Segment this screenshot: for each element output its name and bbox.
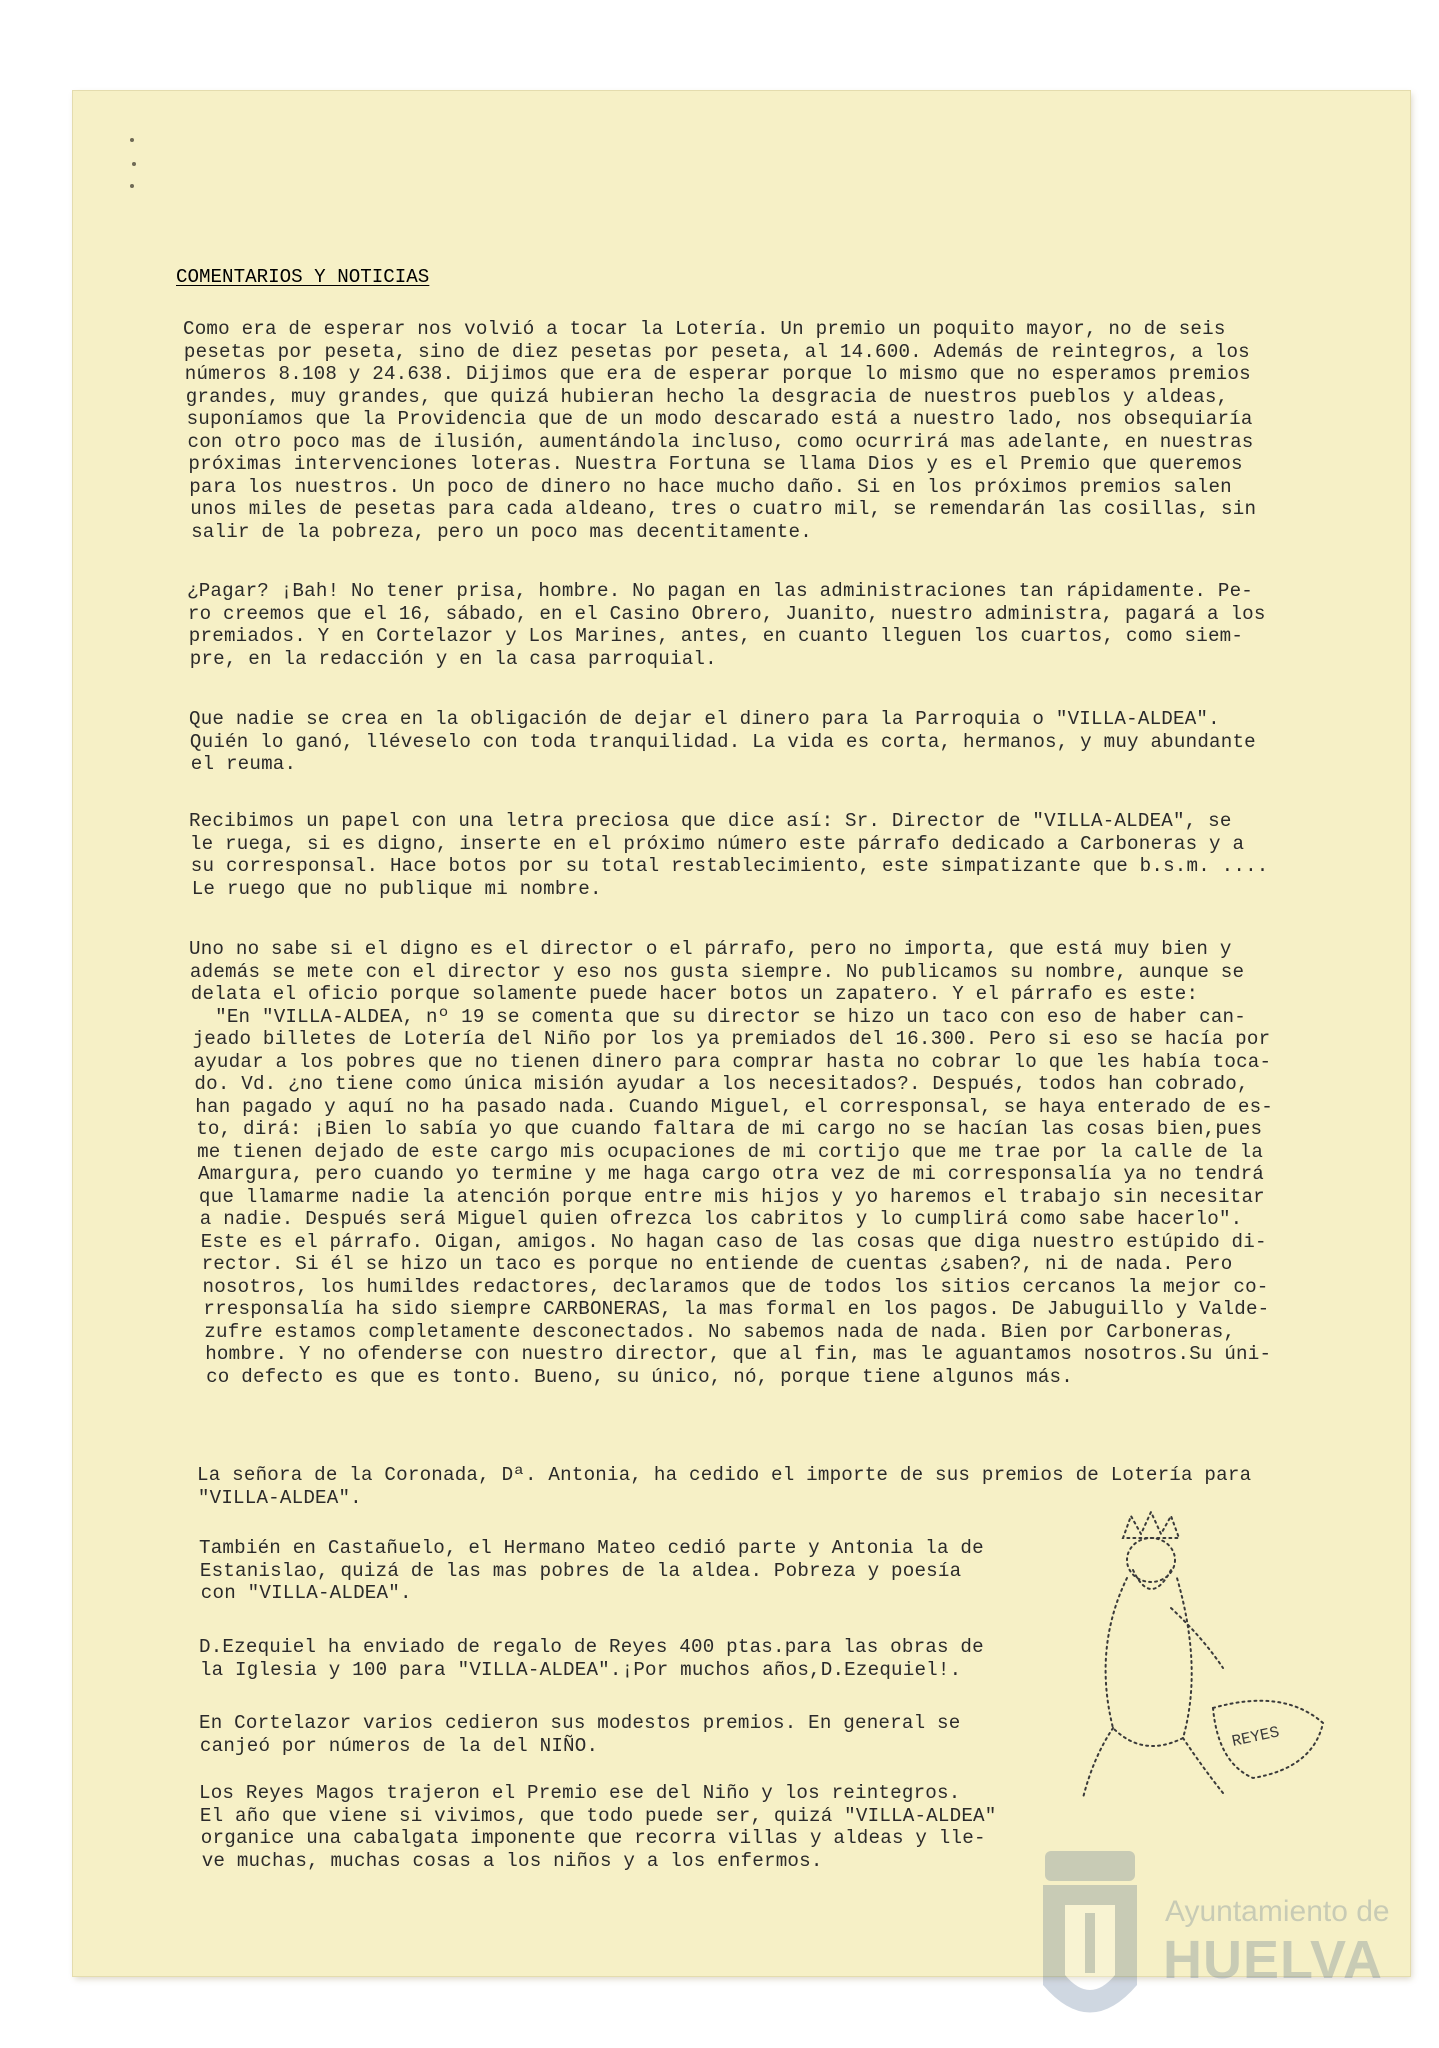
text-line: pesetas por peseta, sino de diez pesetas por peseta, al 14.600. Además de reintegros, a los: [183, 340, 1250, 363]
text-line: Recibimos un papel con una letra preciosa que dice así: Sr. Director de "VILLA-ALDEA", se: [189, 810, 1232, 832]
text-line: D.Ezequiel ha enviado de regalo de Reyes 400 ptas.para las obras de: [199, 1636, 984, 1658]
text-line: La señora de la Coronada, Dª. Antonia, ha cedido el importe de sus premios de Lotería para: [197, 1464, 1252, 1486]
text-line: para los nuestros. Un poco de dinero no hace mucho daño. Si en los próximos premios salen: [189, 475, 1232, 498]
text-line: Los Reyes Magos trajeron el Premio ese del Niño y los reintegros.: [199, 1782, 961, 1804]
coat-of-arms-icon: [1035, 1845, 1145, 2045]
text-line: organice una cabalgata imponente que recorra villas y aldeas y lle-: [200, 1827, 986, 1849]
document-title: COMENTARIOS Y NOTICIAS: [176, 266, 430, 288]
text-line: Estanislao, quizá de las mas pobres de la aldea. Pobreza y poesía: [199, 1559, 962, 1582]
text-line: "VILLA-ALDEA".: [197, 1486, 362, 1509]
text-line: salir de la pobreza, pero un poco mas decentitamente.: [191, 520, 812, 543]
text-line: su corresponsal. Hace botos por su total restablecimiento, este simpatizante que b.s.m. ....: [190, 855, 1269, 877]
huelva-watermark: [1030, 1845, 1390, 2045]
text-line: rresponsalía ha sido siempre CARBONERAS, la mas formal en los pagos. De Jabuguillo y Valde-: [203, 1298, 1270, 1320]
text-line: También en Castañuelo, el Hermano Mateo cedió parte y Antonia la de: [199, 1537, 984, 1559]
text-line: ro creemos que el 16, sábado, en el Casino Obrero, Juanito, nuestro administra, pagará a los: [187, 602, 1266, 625]
text-line: delata el oficio porque solamente puede hacer botos un zapatero. Y el párrafo es este:: [190, 983, 1199, 1005]
text-line: nosotros, los humildes redactores, declaramos que de todos los sitios cercanos la mejor co-: [202, 1275, 1269, 1298]
text-line: Amargura, pero cuando yo termine y me haga cargo otra vez de mi corresponsalía ya no tendrá: [198, 1163, 1265, 1185]
text-line: Uno no sabe si el digno es el director o el párrafo, pero no importa, que está muy bien y: [189, 938, 1232, 960]
text-line: me tienen dejado de este cargo mis ocupaciones de mi cortijo que me trae por la calle de la: [197, 1140, 1264, 1163]
text-line: Quién lo ganó, lléveselo con toda tranquilidad. La vida es corta, hermanos, y muy abundante: [189, 730, 1256, 753]
text-line: que llamarme nadie la atención porque entre mis hijos y yo haremos el trabajo sin necesitar: [198, 1185, 1265, 1208]
text-line: unos miles de pesetas para cada aldeano, tres o cuatro mil, se remendarán las cosillas, sin: [190, 498, 1257, 520]
text-line: ve muchas, muchas cosas a los niños y a los enfermos.: [201, 1849, 823, 1872]
text-line: hombre. Y no ofenderse con nuestro director, que al fin, mas le aguantamos nosotros.Su úni-: [205, 1343, 1272, 1365]
text-line: Que nadie se crea en la obligación de dejar el dinero para la Parroquia o "VILLA-ALDEA".: [189, 708, 1220, 730]
text-line: ¿Pagar? ¡Bah! No tener prisa, hombre. No pagan en las administraciones tan rápidamente. Pe-: [187, 580, 1254, 602]
text-line: Le ruego que no publique mi nombre.: [191, 877, 602, 900]
text-line: En Cortelazor varios cedieron sus modestos premios. En general se: [199, 1712, 961, 1734]
text-line: Como era de esperar nos volvió a tocar la Lotería. Un premio un poquito mayor, no de seis: [183, 318, 1226, 340]
text-line: ayudar a los pobres que no tienen dinero para comprar hasta no cobrar lo que les había toca-: [193, 1050, 1272, 1073]
text-line: además se mete con el director y eso nos gusta siempre. No publicamos su nombre, aunque se: [189, 960, 1245, 983]
text-line: premiados. Y en Cortelazor y Los Marines, antes, en cuanto lleguen los cuartos, como siem-: [188, 625, 1244, 647]
text-line: "En "VILLA-ALDEA, nº 19 se comenta que su director se hizo un taco con eso de haber can-: [191, 1005, 1246, 1028]
text-line: grandes, muy grandes, que quizá hubieran hecho la desgracia de nuestros pueblos y aldeas,: [185, 385, 1229, 408]
text-line: Este es el párrafo. Oigan, amigos. No hagan caso de las cosas que diga nuestro estúpido di-: [200, 1230, 1267, 1253]
text-line: canjeó por números de la del NIÑO.: [199, 1734, 599, 1757]
drawing-label: REYES: [1230, 1723, 1282, 1751]
text-line: con otro poco mas de ilusión, aumentándola incluso, como ocurrirá mas adelante, en nuestras: [187, 430, 1254, 453]
text-line: co defecto es que es tonto. Bueno, su único, nó, porque tiene algunos más.: [206, 1365, 1073, 1388]
text-line: zufre estamos completamente desconectados. No sabemos nada de nada. Bien por Carboneras,: [204, 1320, 1236, 1343]
text-line: han pagado y aquí no ha pasado nada. Cuando Miguel, el corresponsal, se haya enterado de es-: [195, 1095, 1274, 1118]
text-line: le ruega, si es digno, inserte en el próximo número este párrafo dedicado a Carboneras y a: [189, 832, 1245, 855]
watermark-line2: HUELVA: [1163, 1930, 1383, 1990]
text-line: el reuma.: [190, 753, 297, 775]
three-kings-drawing: [1053, 1508, 1353, 1818]
watermark-line1: Ayuntamiento de: [1165, 1895, 1390, 1928]
text-line: la Iglesia y 100 para "VILLA-ALDEA".¡Por muchos años,D.Ezequiel!.: [199, 1658, 962, 1681]
text-line: to, dirá: ¡Bien lo sabía yo que cuando faltara de mi cargo no se hacían las cosas bien,pues: [196, 1118, 1263, 1140]
text-line: rector. Si él se hizo un taco es porque no entiende de cuentas ¿saben?, ni de nada. Pero: [201, 1253, 1233, 1275]
punch-holes: [128, 138, 138, 198]
text-line: jeado billetes de Lotería del Niño por los ya premiados del 16.300. Pero si eso se hacía por: [192, 1028, 1271, 1050]
text-line: suponíamos que la Providencia que de un modo descarado está a nuestro lado, nos obsequiaría: [186, 408, 1253, 430]
text-line: a nadie. Después será Miguel quien ofrezca los cabritos y lo cumplirá como sabe hacerlo".: [199, 1208, 1243, 1230]
text-line: do. Vd. ¿no tiene como única misión ayudar a los necesitados?. Después, todos han cobrado,: [194, 1073, 1249, 1095]
text-line: El año que viene si vivimos, que todo puede ser, quizá "VILLA-ALDEA": [199, 1804, 997, 1827]
text-line: próximas intervenciones loteras. Nuestra Fortuna se llama Dios y es el Premio que queremos: [188, 453, 1243, 475]
text-line: con "VILLA-ALDEA".: [200, 1582, 412, 1604]
text-line: pre, en la redacción y en la casa parroquial.: [189, 647, 717, 670]
text-line: números 8.108 y 24.638. Dijimos que era de esperar porque lo mismo que no esperamos premios: [184, 363, 1251, 385]
